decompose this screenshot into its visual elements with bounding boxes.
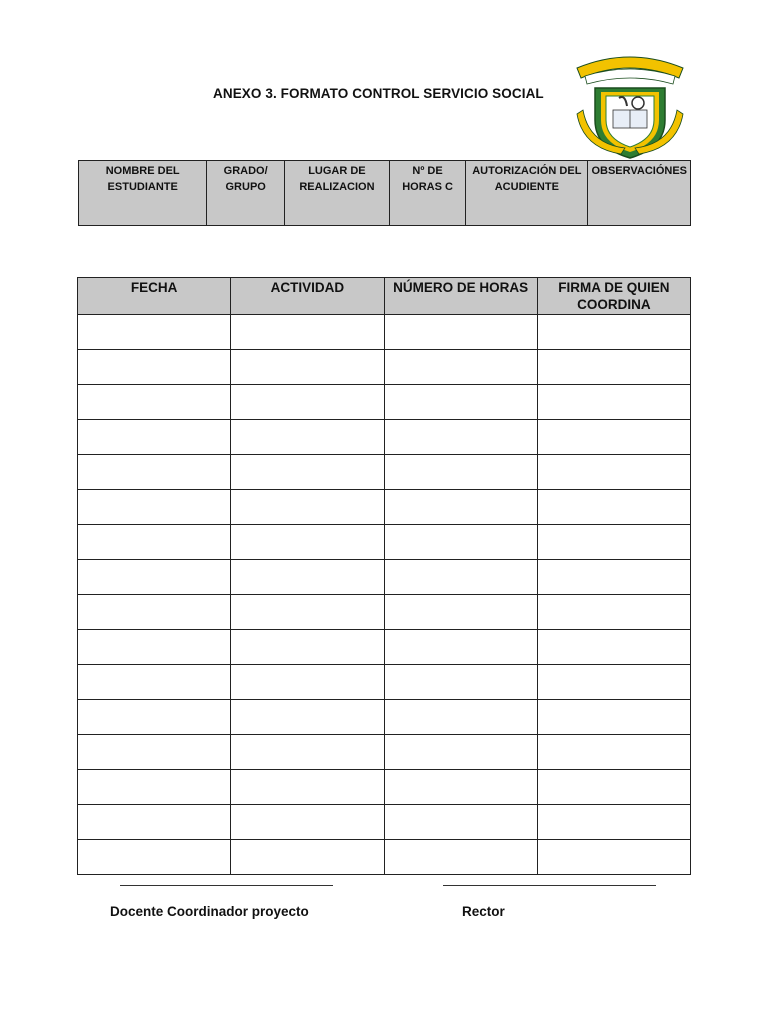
- school-crest-icon: [575, 48, 685, 160]
- table-row: [78, 490, 691, 525]
- table-row: [78, 805, 691, 840]
- table-row: [78, 700, 691, 735]
- cell-numero-horas[interactable]: [384, 805, 537, 840]
- cell-firma[interactable]: [537, 805, 690, 840]
- cell-firma[interactable]: [537, 350, 690, 385]
- table-row: [78, 595, 691, 630]
- cell-actividad[interactable]: [231, 315, 384, 350]
- col-grado-grupo: GRADO/ GRUPO: [207, 161, 285, 226]
- cell-numero-horas[interactable]: [384, 420, 537, 455]
- signature-line-coordinator: [120, 885, 333, 886]
- cell-numero-horas[interactable]: [384, 735, 537, 770]
- cell-fecha[interactable]: [78, 455, 231, 490]
- col-numero-horas: Nº DE HORAS C: [389, 161, 465, 226]
- table-row: [78, 560, 691, 595]
- activity-log-table: [77, 277, 691, 875]
- cell-firma[interactable]: [537, 770, 690, 805]
- cell-numero-horas[interactable]: [384, 315, 537, 350]
- col-autorizacion-acudiente: AUTORIZACIÓN DEL ACUDIENTE: [466, 161, 588, 226]
- cell-numero-horas[interactable]: [384, 490, 537, 525]
- cell-numero-horas[interactable]: [384, 455, 537, 490]
- cell-fecha[interactable]: [78, 315, 231, 350]
- cell-actividad[interactable]: [231, 350, 384, 385]
- signature-line-rector: [443, 885, 656, 886]
- table-row: [78, 455, 691, 490]
- cell-numero-horas[interactable]: [384, 560, 537, 595]
- cell-actividad[interactable]: [231, 490, 384, 525]
- cell-firma[interactable]: [537, 595, 690, 630]
- cell-fecha[interactable]: [78, 770, 231, 805]
- table-row: [78, 315, 691, 350]
- cell-firma[interactable]: [537, 630, 690, 665]
- cell-fecha[interactable]: [78, 595, 231, 630]
- student-info-header-row: [79, 161, 691, 226]
- cell-firma[interactable]: [537, 840, 690, 875]
- student-info-table: [78, 160, 691, 226]
- cell-fecha[interactable]: [78, 840, 231, 875]
- cell-fecha[interactable]: [78, 560, 231, 595]
- activity-header-row: [78, 278, 691, 315]
- table-row: [78, 385, 691, 420]
- cell-firma[interactable]: [537, 560, 690, 595]
- table-row: [78, 735, 691, 770]
- cell-numero-horas[interactable]: [384, 840, 537, 875]
- cell-actividad[interactable]: [231, 840, 384, 875]
- cell-fecha[interactable]: [78, 665, 231, 700]
- col-observaciones: OBSERVACIÓNES: [588, 161, 691, 226]
- col-numero-de-horas: NÚMERO DE HORAS: [384, 278, 537, 315]
- cell-firma[interactable]: [537, 700, 690, 735]
- table-row: [78, 630, 691, 665]
- cell-actividad[interactable]: [231, 420, 384, 455]
- cell-actividad[interactable]: [231, 525, 384, 560]
- cell-actividad[interactable]: [231, 700, 384, 735]
- cell-firma[interactable]: [537, 490, 690, 525]
- col-actividad: ACTIVIDAD: [231, 278, 384, 315]
- table-row: [78, 350, 691, 385]
- signature-label-coordinator: Docente Coordinador proyecto: [110, 904, 309, 919]
- cell-actividad[interactable]: [231, 560, 384, 595]
- cell-numero-horas[interactable]: [384, 770, 537, 805]
- table-row: [78, 420, 691, 455]
- col-nombre-estudiante: NOMBRE DEL ESTUDIANTE: [79, 161, 207, 226]
- cell-numero-horas[interactable]: [384, 630, 537, 665]
- cell-firma[interactable]: [537, 455, 690, 490]
- col-fecha: FECHA: [78, 278, 231, 315]
- cell-fecha[interactable]: [78, 490, 231, 525]
- cell-firma[interactable]: [537, 420, 690, 455]
- cell-actividad[interactable]: [231, 665, 384, 700]
- cell-actividad[interactable]: [231, 630, 384, 665]
- cell-actividad[interactable]: [231, 770, 384, 805]
- cell-firma[interactable]: [537, 735, 690, 770]
- cell-actividad[interactable]: [231, 385, 384, 420]
- signature-label-rector: Rector: [462, 904, 505, 919]
- cell-numero-horas[interactable]: [384, 385, 537, 420]
- cell-firma[interactable]: [537, 315, 690, 350]
- cell-numero-horas[interactable]: [384, 595, 537, 630]
- cell-fecha[interactable]: [78, 385, 231, 420]
- cell-actividad[interactable]: [231, 595, 384, 630]
- cell-actividad[interactable]: [231, 455, 384, 490]
- cell-actividad[interactable]: [231, 735, 384, 770]
- cell-fecha[interactable]: [78, 700, 231, 735]
- cell-numero-horas[interactable]: [384, 700, 537, 735]
- cell-numero-horas[interactable]: [384, 665, 537, 700]
- cell-numero-horas[interactable]: [384, 525, 537, 560]
- cell-firma[interactable]: [537, 665, 690, 700]
- table-row: [78, 665, 691, 700]
- col-firma-coordina: FIRMA DE QUIEN COORDINA: [537, 278, 690, 315]
- table-row: [78, 770, 691, 805]
- col-lugar-realizacion: LUGAR DE REALIZACION: [284, 161, 389, 226]
- cell-fecha[interactable]: [78, 350, 231, 385]
- cell-firma[interactable]: [537, 385, 690, 420]
- cell-actividad[interactable]: [231, 805, 384, 840]
- table-row: [78, 525, 691, 560]
- cell-firma[interactable]: [537, 525, 690, 560]
- cell-fecha[interactable]: [78, 805, 231, 840]
- cell-fecha[interactable]: [78, 420, 231, 455]
- cell-fecha[interactable]: [78, 525, 231, 560]
- cell-fecha[interactable]: [78, 630, 231, 665]
- cell-numero-horas[interactable]: [384, 350, 537, 385]
- table-row: [78, 840, 691, 875]
- document-title: ANEXO 3. FORMATO CONTROL SERVICIO SOCIAL: [213, 86, 544, 101]
- cell-fecha[interactable]: [78, 735, 231, 770]
